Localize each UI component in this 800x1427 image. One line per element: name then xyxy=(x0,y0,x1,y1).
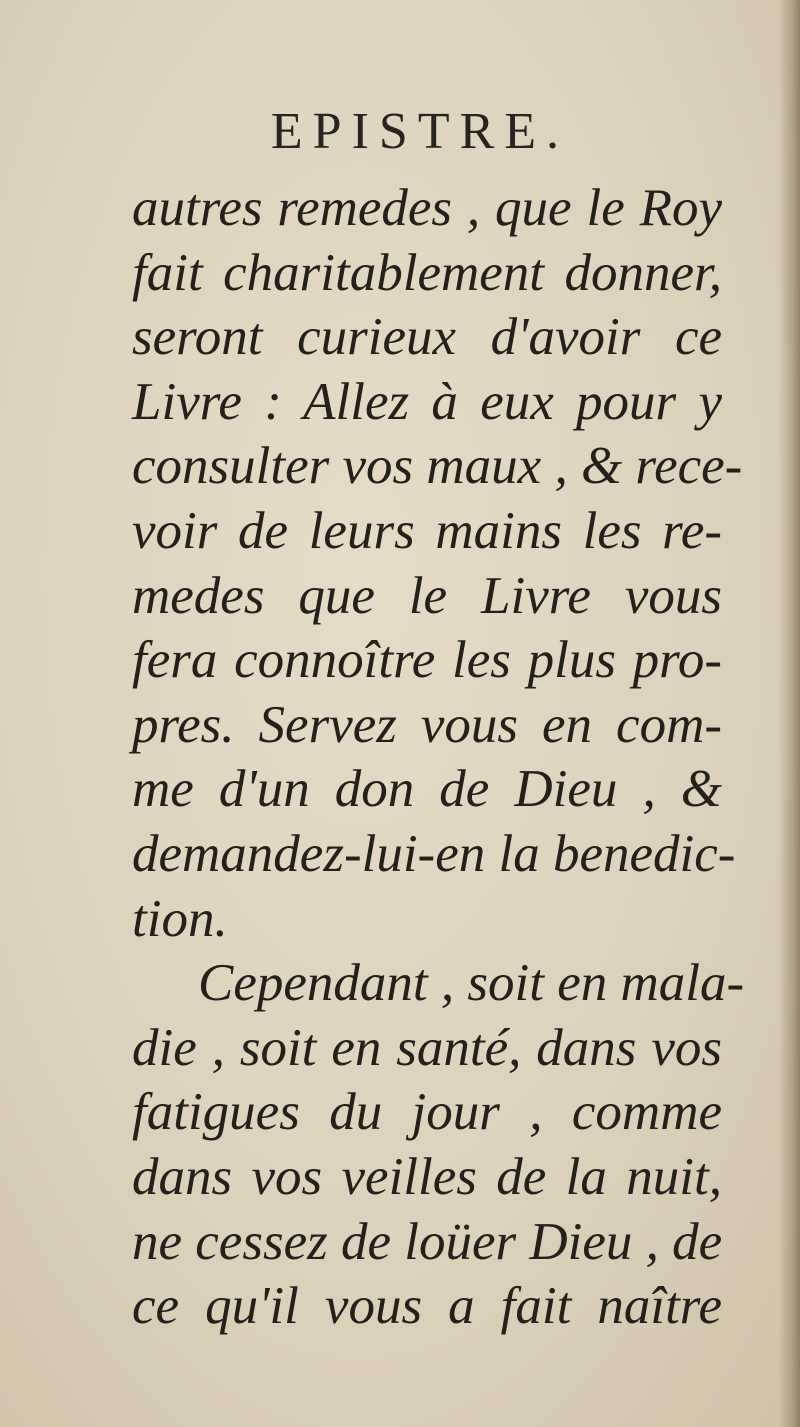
text-line: consulter vos maux , & rece- xyxy=(132,437,743,496)
running-title: EPISTRE. xyxy=(270,103,570,160)
text-line: ce qu'il vous a fait naître xyxy=(132,1277,722,1336)
text-line: Livre : Allez à eux pour y xyxy=(132,372,722,431)
text-line: fait charitablement donner, xyxy=(132,243,722,302)
text-line: Cependant , soit en mala- xyxy=(198,954,745,1013)
text-line: me d'un don de Dieu , & xyxy=(132,760,722,819)
text-line: die , soit en santé, dans vos xyxy=(132,1018,722,1077)
text-line: voir de leurs mains les re- xyxy=(132,501,722,560)
text-line: tion. xyxy=(132,889,228,948)
text-line: autres remedes , que le Roy xyxy=(132,179,722,237)
text-line: dans vos veilles de la nuit, xyxy=(132,1147,722,1206)
text-line: ne cessez de loüer Dieu , de xyxy=(132,1212,723,1271)
text-line: fera connoître les plus pro- xyxy=(132,631,722,690)
body-text xyxy=(132,176,745,1339)
page-gutter-shadow xyxy=(778,0,800,1427)
text-line: medes que le Livre vous xyxy=(132,566,722,625)
text-line: fatigues du jour , comme xyxy=(132,1083,722,1142)
text-line: demandez-lui-en la benedic- xyxy=(132,824,736,883)
text-line: seront curieux d'avoir ce xyxy=(132,308,722,367)
text-line: pres. Servez vous en com- xyxy=(132,695,722,754)
